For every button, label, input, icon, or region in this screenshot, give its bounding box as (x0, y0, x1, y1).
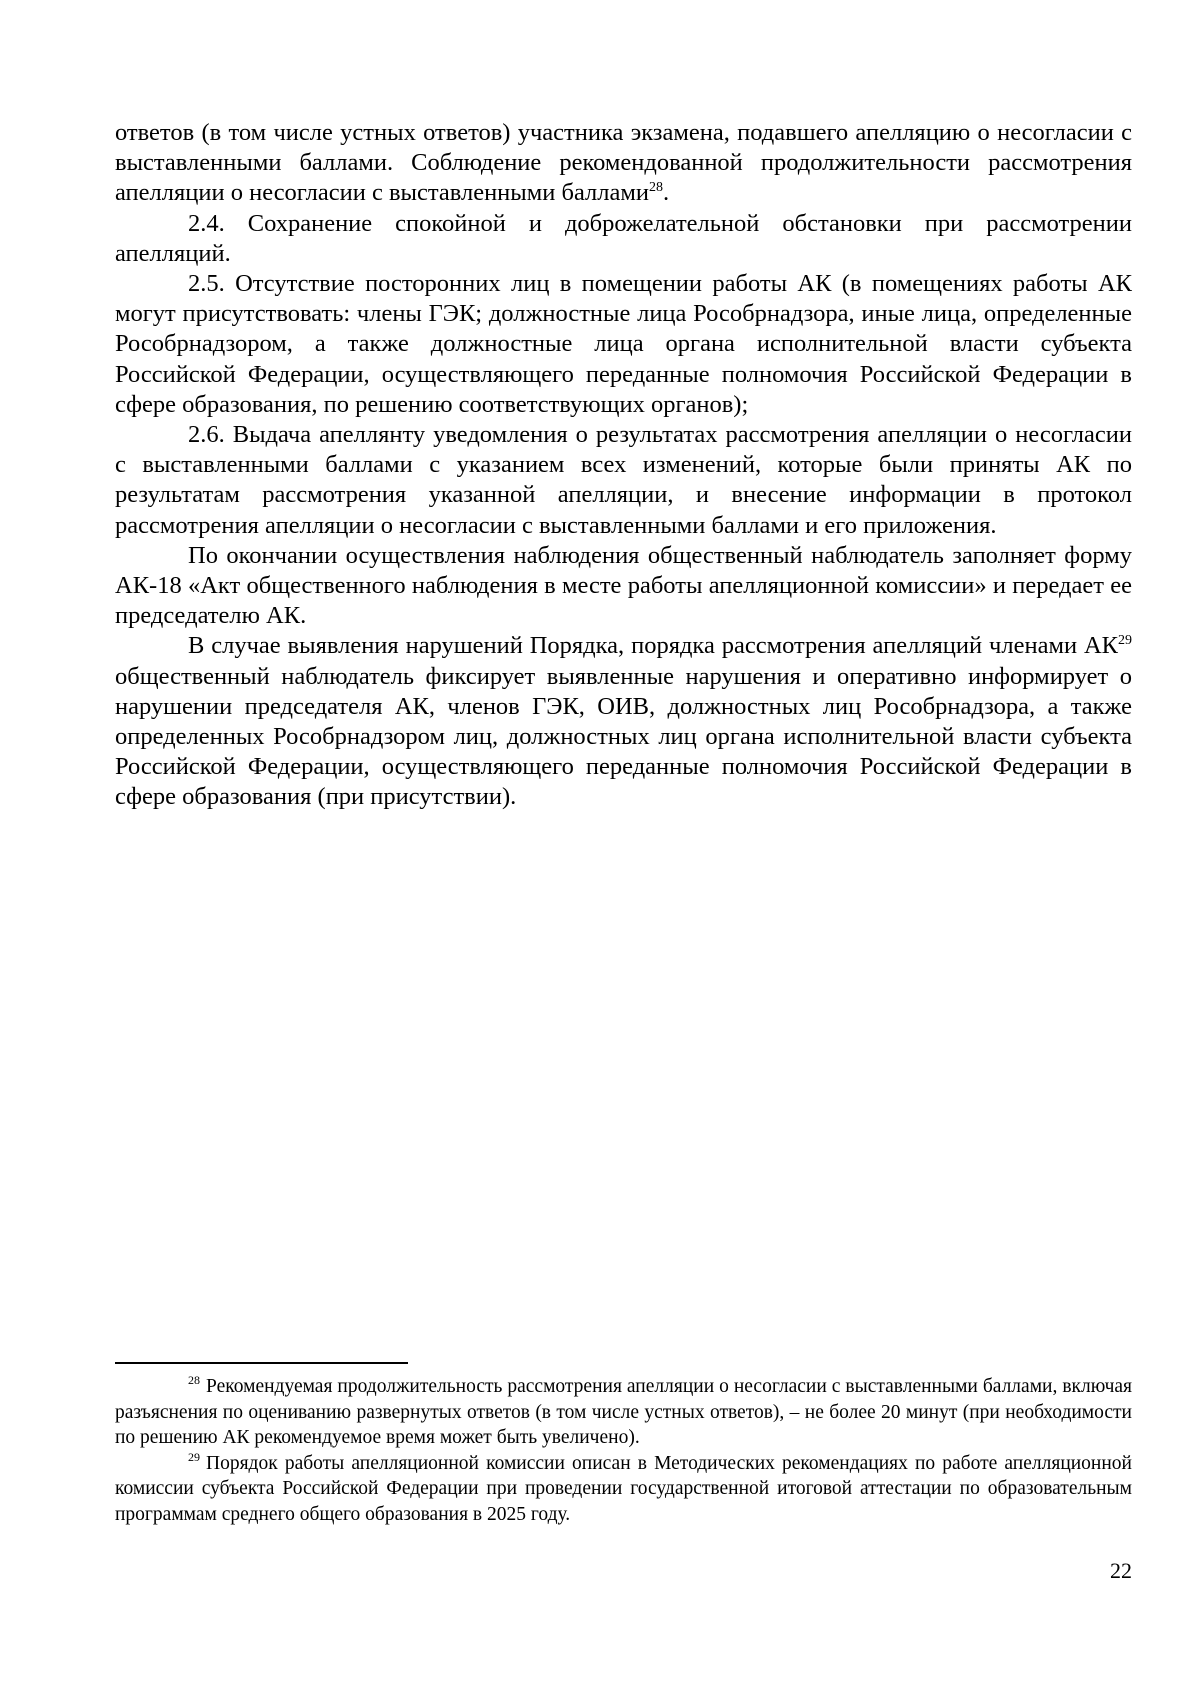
paragraph-violations (115, 631, 1132, 812)
footnote-number: 29 (188, 1449, 200, 1464)
footnote-text: Рекомендуемая продолжительность рассмотрения апелляции о несогласии с выставленными баллами, включая разъяснения по оцениванию развернутых ответов (в том числе устных ответов), – не более 20 минут (при необходимости по решению АК рекомендуемое время может быть увеличено). (115, 1376, 1132, 1448)
footnote-28 (115, 1374, 1132, 1451)
footnote-ref-28[interactable]: 28 (649, 180, 663, 196)
paragraph-text: ответов (в том числе устных ответов) участника экзамена, подавшего апелляцию о несогласии с выставленными баллами. Соблюдение рекомендованной продолжительности рассмотрения апелляции о несогласии с выставленными баллами (115, 119, 1132, 207)
paragraph-text: В случае выявления нарушений Порядка, порядка рассмотрения апелляций членами АК (188, 632, 1118, 660)
body-text (115, 118, 1132, 813)
paragraph-continuation (115, 118, 1132, 209)
paragraph-2-6: 2.6. Выдача апеллянту уведомления о результатах рассмотрения апелляции о несогласии с выставленными баллами с указанием всех изменений, которые были приняты АК по результатам рассмотрения указанной апелляции, и внесение информации в протокол рассмотрения апелляции о несогласии с выставленными баллами и его приложения. (115, 421, 1132, 539)
footnotes (115, 1374, 1132, 1527)
paragraph-completion: По окончании осуществления наблюдения общественный наблюдатель заполняет форму АК-18 «Акт общественного наблюдения в месте работы апелляционной комиссии» и передает ее председателю АК. (115, 541, 1132, 630)
page-number: 22 (1110, 1558, 1132, 1583)
paragraph-text-tail: . (663, 179, 670, 207)
footnote-text: Порядок работы апелляционной комиссии описан в Методических рекомендациях по работе апелляционной комиссии субъекта Российской Федерации при проведении государственной итоговой аттестации по образовательным программам среднего общего образования в 2025 году. (115, 1452, 1132, 1525)
paragraph-2-5: 2.5. Отсутствие посторонних лиц в помещении работы АК (в помещениях работы АК могут присутствовать: члены ГЭК; должностные лица Рособрнадзора, иные лица, определенные Рособрнадзором, а также должностные лица органа исполнительной власти субъекта Российской Федерации, осуществляющего переданные полномочия Российской Федерации в сфере образования, по решению соответствующих органов); (115, 270, 1132, 418)
footnote-ref-29[interactable]: 29 (1118, 633, 1132, 649)
footnote-29 (115, 1451, 1132, 1528)
paragraph-text-tail: общественный наблюдатель фиксирует выявленные нарушения и оперативно информирует о нарушении председателя АК, членов ГЭК, ОИВ, должностных лиц Рособрнадзора, а также определенных Рособрнадзором лиц, должностных лиц органа исполнительной власти субъекта Российской Федерации, осуществляющего переданные полномочия Российской Федерации в сфере образования (при присутствии). (115, 662, 1132, 811)
footnote-number: 28 (188, 1373, 200, 1387)
footnote-separator (115, 1362, 408, 1364)
paragraph-2-4: 2.4. Сохранение спокойной и доброжелательной обстановки при рассмотрении апелляций. (115, 209, 1132, 267)
